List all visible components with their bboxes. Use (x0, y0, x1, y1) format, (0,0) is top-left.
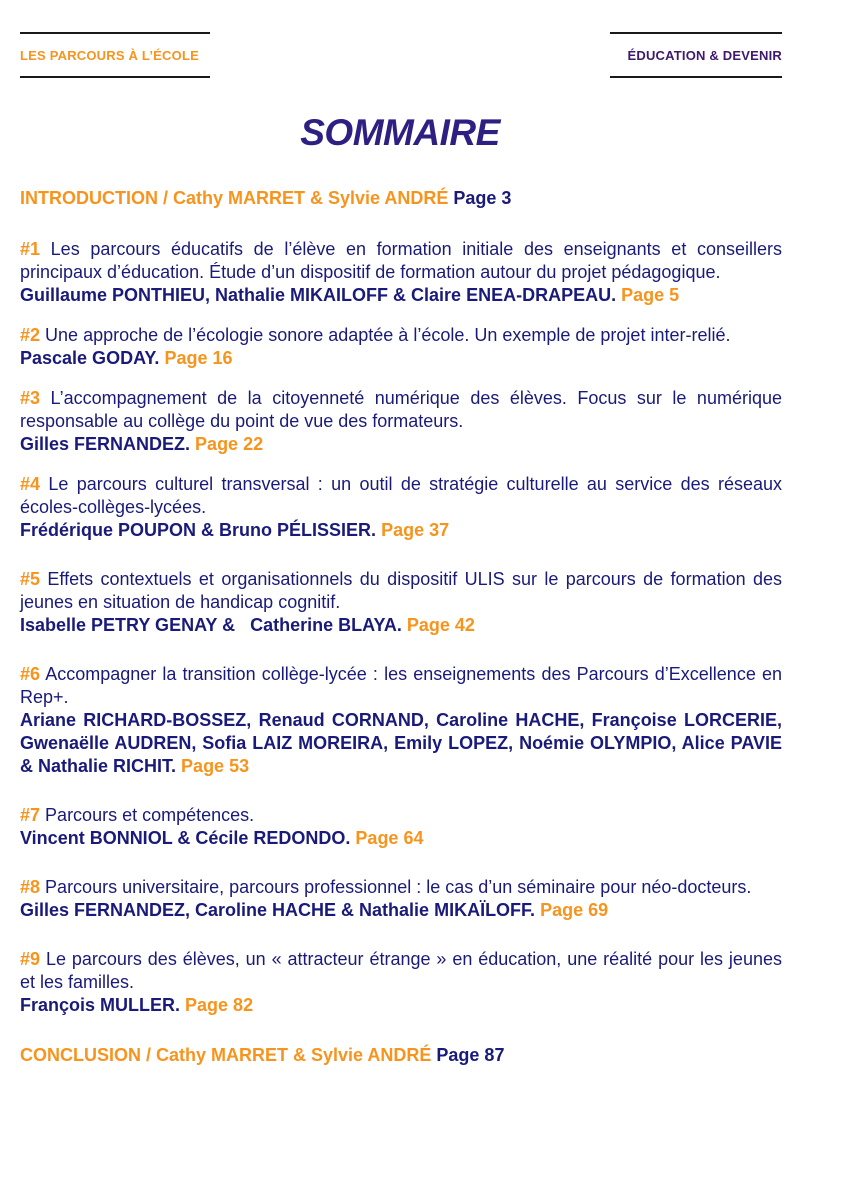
entry-title: Parcours et compétences. (45, 805, 255, 825)
header-left-text: LES PARCOURS À L’ÉCOLE (20, 47, 199, 63)
authors-text: François MULLER. (20, 995, 181, 1015)
entry-page: Page 22 (195, 434, 264, 454)
authors-text: Ariane RICHARD-BOSSEZ, Renaud CORNAND, Caroline HACHE, Françoise LORCERIE, Gwenaëlle AUDREN, Sofia LAIZ MOREIRA, Emily LOPEZ, Noémie OLYMPIO, Alice PAVIE & Nathalie RICHIT. (20, 710, 782, 776)
page-title: SOMMAIRE (300, 112, 500, 153)
authors-text: Pascale GODAY. (20, 348, 160, 368)
entry-authors (20, 519, 782, 542)
entry-text (20, 948, 782, 994)
entry-page: Page 69 (540, 900, 609, 920)
entry-page: Page 82 (185, 995, 254, 1015)
entry-number: #4 (20, 474, 41, 494)
entry-authors (20, 284, 782, 307)
entry-number: #8 (20, 877, 41, 897)
entry-title: Parcours universitaire, parcours professionnel : le cas d’un séminaire pour néo-docteurs. (45, 877, 752, 897)
introduction-line (20, 186, 782, 210)
entry-authors (20, 614, 782, 637)
authors-text: Vincent BONNIOL & Cécile REDONDO. (20, 828, 351, 848)
entry-authors (20, 899, 782, 922)
toc (20, 186, 782, 1067)
entry-page: Page 37 (381, 520, 450, 540)
toc-entry (20, 568, 782, 637)
toc-entry (20, 324, 782, 370)
entry-number: #9 (20, 949, 41, 969)
toc-entry (20, 473, 782, 542)
authors-text: Gilles FERNANDEZ, Caroline HACHE & Nathalie MIKAÏLOFF. (20, 900, 536, 920)
authors-text: Guillaume PONTHIEU, Nathalie MIKAILOFF & Claire ENEA-DRAPEAU. (20, 285, 617, 305)
toc-entry (20, 663, 782, 778)
entry-page: Page 53 (181, 756, 250, 776)
conclusion-page: Page 87 (436, 1045, 505, 1065)
toc-entry (20, 876, 782, 922)
toc-entry (20, 804, 782, 850)
entry-title: Le parcours culturel transversal : un outil de stratégie culturelle au service des réseaux écoles-collèges-lycées. (20, 474, 782, 517)
entry-number: #3 (20, 388, 41, 408)
entry-text (20, 876, 782, 899)
toc-entry (20, 238, 782, 307)
entry-text (20, 663, 782, 709)
introduction-page: Page 3 (453, 188, 512, 208)
entry-text (20, 568, 782, 614)
entry-authors (20, 433, 782, 456)
entry-title: Une approche de l’écologie sonore adaptée à l’école. Un exemple de projet inter-relié. (45, 325, 731, 345)
conclusion-line (20, 1043, 782, 1067)
authors-text: Gilles FERNANDEZ. (20, 434, 191, 454)
entry-page: Page 5 (621, 285, 680, 305)
entry-page: Page 64 (355, 828, 424, 848)
entry-title: Accompagner la transition collège-lycée : les enseignements des Parcours d’Excellence en Rep+. (20, 664, 782, 707)
introduction-label: INTRODUCTION / Cathy MARRET & Sylvie ANDRÉ (20, 188, 449, 208)
entry-title: Effets contextuels et organisationnels du dispositif ULIS sur le parcours de formation des jeunes en situation de handicap cognitif. (20, 569, 782, 612)
entry-text (20, 804, 782, 827)
entry-page: Page 16 (164, 348, 233, 368)
entry-authors (20, 994, 782, 1017)
entry-title: L’accompagnement de la citoyenneté numérique des élèves. Focus sur le numérique responsable au collège du point de vue des formateurs. (20, 388, 782, 431)
entry-number: #6 (20, 664, 41, 684)
header-left (20, 32, 210, 78)
entry-number: #5 (20, 569, 41, 589)
conclusion-label: CONCLUSION / Cathy MARRET & Sylvie ANDRÉ (20, 1045, 432, 1065)
authors-text: Frédérique POUPON & Bruno PÉLISSIER. (20, 520, 377, 540)
header-right-text: ÉDUCATION & DEVENIR (627, 47, 782, 63)
header-right (610, 32, 782, 78)
entry-number: #2 (20, 325, 41, 345)
entry-text (20, 473, 782, 519)
entry-authors (20, 347, 782, 370)
entry-authors (20, 827, 782, 850)
entry-number: #1 (20, 239, 41, 259)
entry-title: Les parcours éducatifs de l’élève en formation initiale des enseignants et conseillers principaux d’éducation. Étude d’un dispositif de formation autour du projet pédagogique. (20, 239, 782, 282)
entry-text (20, 387, 782, 433)
entry-text (20, 324, 782, 347)
entry-text (20, 238, 782, 284)
entry-authors (20, 709, 782, 778)
toc-entry (20, 948, 782, 1017)
entry-number: #7 (20, 805, 41, 825)
authors-text: Isabelle PETRY GENAY & Catherine BLAYA. (20, 615, 402, 635)
entry-title: Le parcours des élèves, un « attracteur étrange » en éducation, une réalité pour les jeunes et les familles. (20, 949, 782, 992)
entry-page: Page 42 (406, 615, 475, 635)
toc-entry (20, 387, 782, 456)
